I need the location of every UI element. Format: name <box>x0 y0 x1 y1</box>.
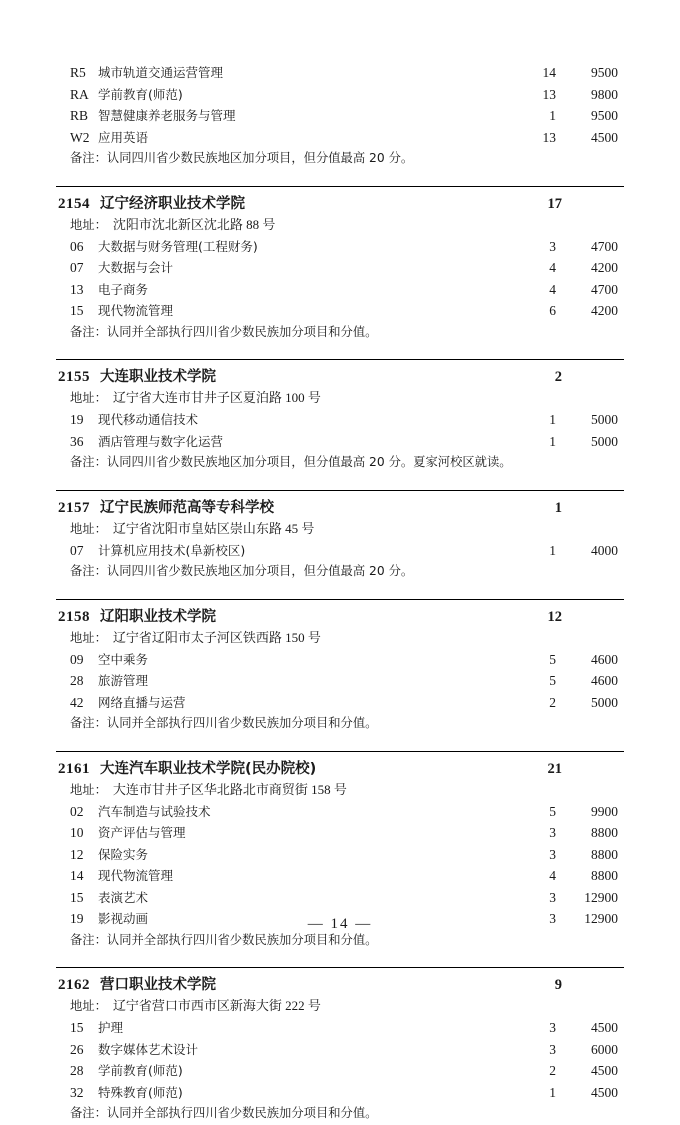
major-plan: 5 <box>549 651 556 667</box>
school-address <box>56 214 624 236</box>
major-fee: 5000 <box>591 694 618 710</box>
major-plan: 5 <box>549 803 556 819</box>
school-name: 大连职业技术学院 <box>100 369 216 385</box>
address-label: 地址： <box>70 521 107 536</box>
table-row <box>56 300 624 322</box>
major-code: 32 <box>70 1084 84 1100</box>
major-plan: 13 <box>542 129 556 145</box>
major-name: 学前教育(师范) <box>98 86 183 102</box>
school-id: 2157 <box>58 499 90 516</box>
major-name: 护理 <box>98 1020 124 1035</box>
major-fee: 6000 <box>591 1041 618 1057</box>
table-row <box>56 1082 624 1104</box>
major-fee: 4600 <box>591 673 618 688</box>
major-name: 保险实务 <box>98 846 149 862</box>
major-plan: 3 <box>549 825 556 840</box>
major-plan: 4 <box>549 260 556 275</box>
table-row <box>56 1039 624 1061</box>
major-plan: 14 <box>542 65 556 80</box>
address-label: 地址： <box>70 630 107 645</box>
major-code: 15 <box>70 1020 84 1035</box>
major-fee: 9500 <box>591 108 618 123</box>
major-code: 15 <box>70 303 84 318</box>
table-row <box>56 257 624 279</box>
major-fee: 8800 <box>591 868 618 883</box>
major-plan: 1 <box>549 542 556 558</box>
school-total: 21 <box>547 760 562 777</box>
major-plan: 13 <box>542 86 556 102</box>
major-fee: 5000 <box>591 433 618 449</box>
major-name: 大数据与会计 <box>98 260 174 275</box>
page-content <box>56 62 624 1125</box>
major-plan: 4 <box>549 868 556 883</box>
school-note: 备注：认同四川省少数民族地区加分项目，但分值最高 20 分。 <box>70 564 414 578</box>
major-name: 网络直播与运营 <box>98 694 186 710</box>
school-id: 2162 <box>58 977 90 993</box>
major-plan: 3 <box>549 911 556 926</box>
school-name: 营口职业技术学院 <box>100 977 216 993</box>
major-plan: 1 <box>549 1084 556 1100</box>
major-code: 15 <box>70 889 84 905</box>
school-name: 辽阳职业技术学院 <box>100 608 216 625</box>
major-code: 14 <box>70 868 84 883</box>
school-note: 备注：认同并全部执行四川省少数民族加分项目和分值。 <box>70 716 378 730</box>
school-id: 2158 <box>58 608 90 625</box>
school-header <box>56 967 624 994</box>
school-address <box>56 995 624 1017</box>
major-plan: 3 <box>549 889 556 905</box>
major-name: 酒店管理与数字化运营 <box>98 433 224 449</box>
school-header <box>56 186 624 213</box>
major-plan: 2 <box>549 694 556 710</box>
major-fee: 4700 <box>591 281 618 297</box>
major-name: 特殊教育(师范) <box>98 1084 183 1100</box>
major-code: 19 <box>70 412 84 427</box>
major-name: 现代移动通信技术 <box>98 412 199 427</box>
page-number: — 14 — <box>307 916 373 932</box>
table-row <box>56 540 624 562</box>
address-label: 地址： <box>70 782 107 797</box>
major-code: 02 <box>70 803 84 819</box>
major-code: 36 <box>70 433 84 449</box>
major-name: 智慧健康养老服务与管理 <box>98 108 236 123</box>
address-value: 沈阳市沈北新区沈北路 88 号 <box>112 216 276 232</box>
school-address <box>56 779 624 801</box>
school-total: 17 <box>547 195 562 212</box>
major-plan: 6 <box>549 303 556 318</box>
school-note: 备注：认同并全部执行四川省少数民族加分项目和分值。 <box>70 1106 378 1120</box>
major-name: 现代物流管理 <box>98 868 174 883</box>
table-row <box>56 1060 624 1082</box>
major-code: 13 <box>70 281 84 297</box>
school-name: 辽宁经济职业技术学院 <box>100 195 245 212</box>
major-fee: 9800 <box>591 86 618 102</box>
major-fee: 5000 <box>591 412 618 427</box>
school-address <box>56 387 624 409</box>
school-block <box>56 359 624 474</box>
address-value: 辽宁省营口市西市区新海大街 222 号 <box>112 998 321 1013</box>
table-row <box>56 670 624 692</box>
major-fee: 4500 <box>591 1084 618 1100</box>
major-fee: 4200 <box>591 303 618 318</box>
major-fee: 4500 <box>591 129 618 145</box>
major-fee: 12900 <box>584 889 618 905</box>
table-row <box>56 279 624 301</box>
table-row <box>56 649 624 671</box>
school-id: 2155 <box>58 369 90 385</box>
major-fee: 9900 <box>591 803 618 819</box>
school-block <box>56 186 624 344</box>
school-block <box>56 967 624 1125</box>
school-total: 2 <box>554 369 562 385</box>
major-name: 计算机应用技术(阜新校区) <box>98 542 246 558</box>
major-plan: 3 <box>549 1041 556 1057</box>
school-id: 2154 <box>58 195 90 212</box>
major-code: 42 <box>70 694 84 710</box>
school-total: 9 <box>554 977 562 993</box>
table-row <box>56 236 624 258</box>
continuation-major-list <box>56 62 624 170</box>
major-name: 旅游管理 <box>98 673 149 688</box>
school-id: 2161 <box>58 760 90 777</box>
school-header <box>56 359 624 386</box>
major-plan: 4 <box>549 281 556 297</box>
school-header <box>56 599 624 626</box>
major-code: R5 <box>70 65 86 80</box>
major-fee: 12900 <box>584 911 618 926</box>
major-fee: 9500 <box>591 65 618 80</box>
school-note: 备注：认同四川省少数民族地区加分项目，但分值最高 20 分。夏家河校区就读。 <box>70 455 512 469</box>
table-row <box>56 84 624 106</box>
major-fee: 8800 <box>591 825 618 840</box>
major-name: 学前教育(师范) <box>98 1063 183 1078</box>
major-code: 19 <box>70 911 84 926</box>
table-row <box>56 127 624 149</box>
address-label: 地址： <box>70 391 107 405</box>
school-total: 12 <box>547 608 562 625</box>
table-row <box>56 801 624 823</box>
address-value: 辽宁省沈阳市皇姑区崇山东路 45 号 <box>112 520 315 536</box>
major-code: 28 <box>70 1063 84 1078</box>
major-code: 07 <box>70 542 84 558</box>
school-header <box>56 751 624 778</box>
table-row <box>56 822 624 844</box>
major-name: 表演艺术 <box>98 889 149 905</box>
major-name: 现代物流管理 <box>98 303 174 318</box>
major-plan: 1 <box>549 412 556 427</box>
major-name: 应用英语 <box>98 129 149 145</box>
major-plan: 3 <box>549 238 556 254</box>
major-code: W2 <box>70 129 90 145</box>
major-code: 09 <box>70 651 84 667</box>
school-total: 1 <box>554 499 562 516</box>
major-fee: 4500 <box>591 1020 618 1035</box>
major-code: 06 <box>70 238 84 254</box>
major-plan: 3 <box>549 1020 556 1035</box>
table-row <box>56 887 624 909</box>
major-plan: 5 <box>549 673 556 688</box>
address-label: 地址： <box>70 217 107 232</box>
major-code: 07 <box>70 260 84 275</box>
major-name: 资产评估与管理 <box>98 825 186 840</box>
major-name: 数字媒体艺术设计 <box>98 1041 199 1057</box>
major-code: 26 <box>70 1041 84 1057</box>
major-fee: 4700 <box>591 238 618 254</box>
school-header <box>56 490 624 517</box>
major-name: 电子商务 <box>98 281 149 297</box>
major-plan: 3 <box>549 846 556 862</box>
major-name: 汽车制造与试验技术 <box>98 803 211 819</box>
table-row <box>56 62 624 84</box>
address-value: 辽宁省辽阳市太子河区铁西路 150 号 <box>112 629 321 645</box>
major-fee: 4600 <box>591 651 618 667</box>
address-label: 地址： <box>70 999 107 1013</box>
major-plan: 1 <box>549 108 556 123</box>
table-row <box>56 844 624 866</box>
school-note: 备注：认同并全部执行四川省少数民族加分项目和分值。 <box>70 932 378 947</box>
major-code: 12 <box>70 846 84 862</box>
major-plan: 1 <box>549 433 556 449</box>
school-address <box>56 627 624 649</box>
table-row <box>56 692 624 714</box>
school-address <box>56 518 624 540</box>
major-name: 大数据与财务管理(工程财务) <box>98 238 258 254</box>
table-row <box>56 1017 624 1039</box>
school-note: 备注：认同四川省少数民族地区加分项目，但分值最高 20 分。 <box>70 151 414 165</box>
table-row <box>56 409 624 431</box>
table-row <box>56 865 624 887</box>
major-code: 10 <box>70 825 84 840</box>
major-name: 城市轨道交通运营管理 <box>98 65 224 80</box>
major-name: 影视动画 <box>98 911 149 926</box>
major-code: RA <box>70 86 89 102</box>
school-block <box>56 599 624 735</box>
major-fee: 8800 <box>591 846 618 862</box>
major-fee: 4000 <box>591 542 618 558</box>
school-name: 辽宁民族师范高等专科学校 <box>100 499 274 516</box>
major-name: 空中乘务 <box>98 651 149 667</box>
school-block <box>56 490 624 583</box>
school-name: 大连汽车职业技术学院(民办院校) <box>100 760 317 777</box>
major-plan: 2 <box>549 1063 556 1078</box>
major-fee: 4200 <box>591 260 618 275</box>
major-fee: 4500 <box>591 1063 618 1078</box>
major-code: 28 <box>70 673 84 688</box>
table-row <box>56 105 624 127</box>
major-code: RB <box>70 108 89 123</box>
address-value: 大连市甘井子区华北路北市商贸街 158 号 <box>112 781 347 797</box>
address-value: 辽宁省大连市甘井子区夏泊路 100 号 <box>112 390 321 405</box>
school-note: 备注：认同并全部执行四川省少数民族加分项目和分值。 <box>70 324 378 339</box>
table-row <box>56 431 624 453</box>
